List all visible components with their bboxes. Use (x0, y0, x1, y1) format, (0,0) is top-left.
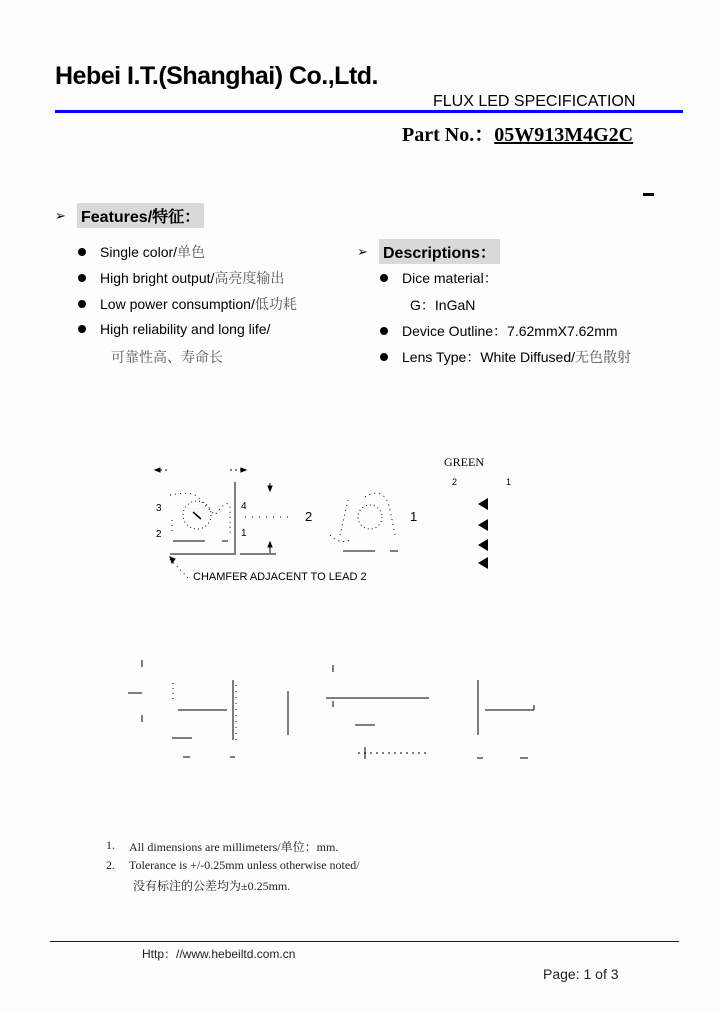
circuit-title: GREEN (444, 455, 484, 469)
diode-icons (476, 497, 490, 577)
descriptions-title: Descriptions： (379, 239, 500, 264)
arrow-bullet-icon: ➢ (55, 207, 66, 223)
feature-text: Single color/ (100, 244, 178, 260)
bullet-icon (78, 274, 86, 282)
description-item (380, 268, 498, 288)
notes (106, 838, 406, 898)
diode-icon (478, 498, 488, 510)
note-number: 1. (106, 838, 115, 852)
lead-label-2: 2 (156, 529, 162, 540)
feature-text-cn: 单色 (177, 244, 206, 260)
diode-icon (478, 519, 488, 531)
bullet-icon (380, 327, 388, 335)
bullet-icon (380, 274, 388, 282)
note-text: Tolerance is +/-0.25mm unless otherwise noted/ (129, 858, 360, 872)
header-divider (55, 110, 683, 113)
arrow-bullet-icon: ➢ (357, 243, 368, 259)
description-text-cn: 无色散射 (575, 349, 632, 365)
lead-label-4: 4 (241, 501, 247, 512)
feature-item (78, 321, 270, 337)
features-title: Features/特征： (77, 203, 204, 228)
part-number-line (402, 118, 633, 147)
descriptions-heading (357, 239, 500, 264)
feature-text: Low power consumption/ (100, 296, 255, 312)
diode-icon (478, 539, 488, 551)
description-text: Dice material： (402, 270, 498, 286)
description-item (380, 321, 618, 341)
part-number-label: Part No.： (402, 124, 495, 146)
document-subtitle: FLUX LED SPECIFICATION (433, 93, 636, 110)
part-number: 05W913M4G2C (494, 124, 634, 146)
feature-item (78, 268, 284, 288)
feature-continuation: 可靠性高、寿命长 (111, 349, 223, 365)
bullet-icon (78, 325, 86, 333)
side-label-1: 1 (410, 509, 418, 524)
dimension-drawings (100, 655, 580, 770)
bullet-icon (78, 248, 86, 256)
page-indicator: Page: 1 of 3 (543, 966, 619, 982)
bullet-icon (380, 353, 388, 361)
feature-text-cn: 高亮度输出 (214, 270, 285, 286)
description-item (380, 347, 631, 367)
feature-text: High bright output/ (100, 270, 215, 286)
lead-label-3: 3 (156, 503, 162, 514)
dash-mark (643, 193, 654, 196)
description-text: Device Outline：7.62mmX7.62mm (402, 323, 618, 339)
lead-label-1: 1 (241, 528, 247, 539)
note-continuation: 没有标注的公差均为±0.25mm. (133, 879, 291, 893)
side-label-2: 2 (305, 509, 313, 524)
website-link[interactable]: Http：//www.hebeiltd.com.cn (142, 947, 296, 961)
circuit-diagram (440, 455, 540, 575)
diode-icon (478, 557, 488, 569)
features-heading (55, 203, 204, 228)
feature-item (78, 294, 297, 314)
description-text: Lens Type：White Diffused/ (402, 349, 576, 365)
circuit-pin-1: 1 (506, 477, 512, 487)
note-text: All dimensions are millimeters/单位：mm. (129, 840, 339, 854)
features-list (78, 240, 358, 370)
feature-text-cn: 低功耗 (254, 296, 297, 312)
dice-value: G：InGaN (410, 297, 476, 313)
company-name: Hebei I.T.(Shanghai) Co.,Ltd. (55, 62, 378, 90)
note-number: 2. (106, 858, 115, 872)
chamfer-note: CHAMFER ADJACENT TO LEAD 2 (193, 571, 367, 583)
feature-text: High reliability and long life/ (100, 321, 271, 337)
footer-divider (50, 941, 679, 942)
package-drawing (100, 455, 430, 590)
circuit-pin-2: 2 (452, 477, 458, 487)
descriptions-list (380, 266, 680, 376)
bullet-icon (78, 300, 86, 308)
feature-item (78, 242, 205, 262)
